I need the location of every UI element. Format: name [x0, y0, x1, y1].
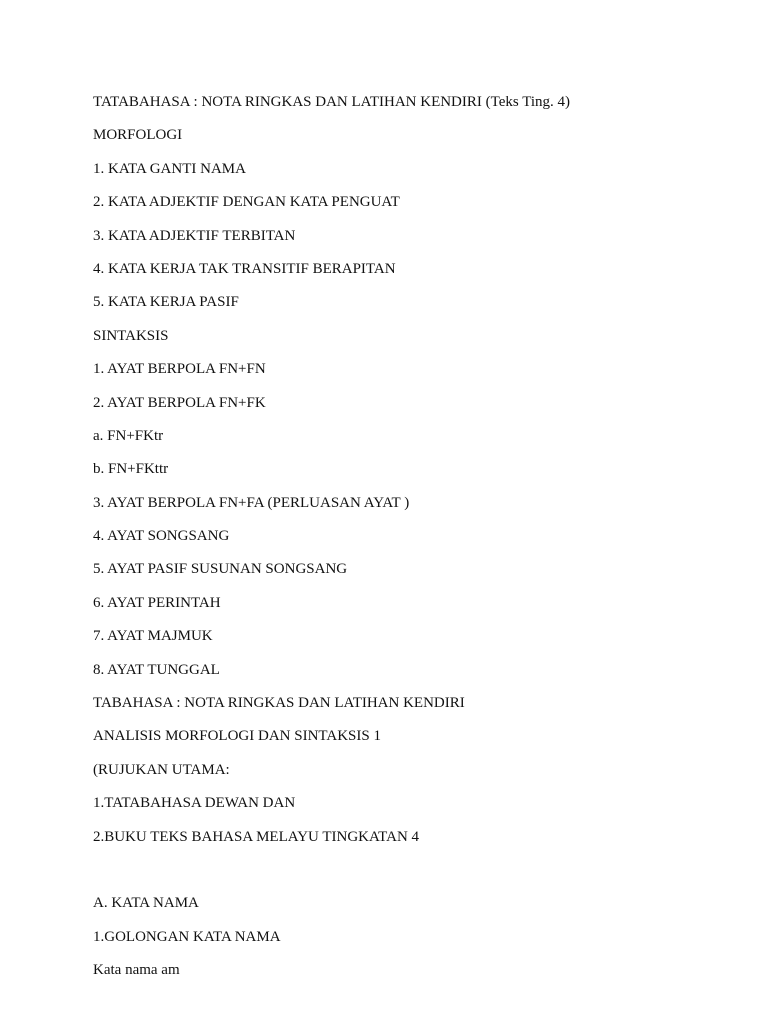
sub-list-item: b. FN+FKttr: [93, 461, 169, 478]
list-item: 5. AYAT PASIF SUSUNAN SONGSANG: [93, 561, 348, 578]
reference-item: 1.TATABAHASA DEWAN DAN: [93, 795, 296, 812]
list-item: 3. AYAT BERPOLA FN+FA (PERLUASAN AYAT ): [93, 494, 410, 511]
blank-line: [93, 860, 733, 880]
reference-item: 2.BUKU TEKS BAHASA MELAYU TINGKATAN 4: [93, 828, 420, 845]
body-text: Kata nama am: [93, 962, 180, 979]
list-item: 5. KATA KERJA PASIF: [93, 294, 239, 311]
list-item: 1. AYAT BERPOLA FN+FN: [93, 361, 266, 378]
section-subtitle: ANALISIS MORFOLOGI DAN SINTAKSIS 1: [93, 728, 381, 745]
sub-heading: 1.GOLONGAN KATA NAMA: [93, 928, 281, 945]
document-title: TATABAHASA : NOTA RINGKAS DAN LATIHAN KENDIRI (Teks Ting. 4): [93, 94, 571, 110]
list-item: 7. AYAT MAJMUK: [93, 628, 213, 645]
list-item: 4. AYAT SONGSANG: [93, 528, 230, 545]
list-item: 4. KATA KERJA TAK TRANSITIF BERAPITAN: [93, 260, 396, 277]
list-item: 6. AYAT PERINTAH: [93, 594, 221, 611]
list-item: 8. AYAT TUNGGAL: [93, 661, 220, 678]
section-title: TABAHASA : NOTA RINGKAS DAN LATIHAN KENDIRI: [93, 695, 465, 712]
document-text: [93, 92, 733, 994]
reference-heading: (RUJUKAN UTAMA:: [93, 761, 230, 778]
list-item: 1. KATA GANTI NAMA: [93, 160, 246, 177]
sub-list-item: a. FN+FKtr: [93, 427, 164, 444]
section-heading-sintaksis: SINTAKSIS: [93, 327, 169, 344]
section-heading-morfologi: MORFOLOGI: [93, 127, 183, 144]
chapter-heading: A. KATA NAMA: [93, 895, 199, 912]
list-item: 2. KATA ADJEKTIF DENGAN KATA PENGUAT: [93, 194, 400, 211]
list-item: 3. KATA ADJEKTIF TERBITAN: [93, 227, 296, 244]
list-item: 2. AYAT BERPOLA FN+FK: [93, 394, 266, 411]
